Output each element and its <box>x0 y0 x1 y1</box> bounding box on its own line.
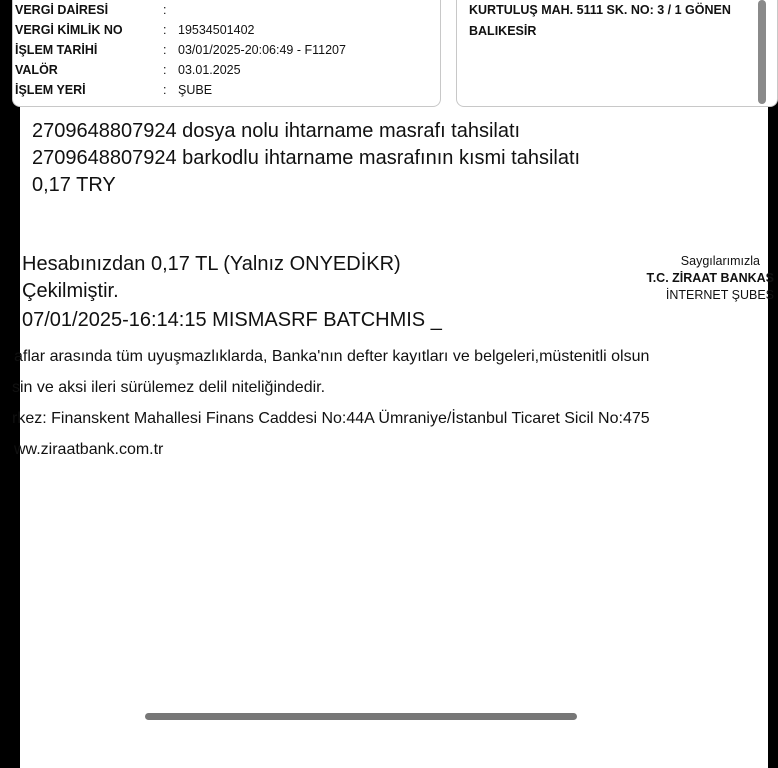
legal-note-1: aflar arasında tüm uyuşmazlıklarda, Banka'nın defter kayıtları ve belgeleri,müstenitli olsun <box>14 348 650 365</box>
legal-note-3: rkez: Finanskent Mahallesi Finans Caddesi No:44A Ümraniye/İstanbul Ticaret Sicil No:475 <box>12 410 650 427</box>
colon: : <box>163 23 167 37</box>
tax-id-value: 19534501402 <box>178 23 255 37</box>
signature-bank-name: T.C. ZİRAAT BANKAS <box>646 271 774 285</box>
vertical-scrollbar[interactable] <box>758 0 766 104</box>
transaction-date-value: 03/01/2025-20:06:49 - F11207 <box>178 43 346 57</box>
colon: : <box>163 43 167 57</box>
colon: : <box>163 63 167 77</box>
website-link[interactable]: ww.ziraatbank.com.tr <box>14 441 164 458</box>
transaction-date-label: İŞLEM TARİHİ <box>15 43 98 57</box>
colon: : <box>163 83 167 97</box>
withdrawal-line-2: Çekilmiştir. <box>22 280 119 302</box>
amount-text: 0,17 TRY <box>32 174 116 196</box>
value-date-value: 03.01.2025 <box>178 63 241 77</box>
withdrawal-timestamp: 07/01/2025-16:14:15 MISMASRF BATCHMIS _ <box>22 309 442 331</box>
horizontal-scrollbar[interactable] <box>145 713 577 720</box>
value-date-label: VALÖR <box>15 63 58 77</box>
description-line-1: 2709648807924 dosya nolu ihtarname masrafı tahsilatı <box>32 120 521 142</box>
tax-info-box <box>12 0 441 107</box>
transaction-place-label: İŞLEM YERİ <box>15 83 86 97</box>
withdrawal-line-1: Hesabınızdan 0,17 TL (Yalnız ONYEDİKR) <box>22 253 401 275</box>
legal-note-2: sin ve aksi ileri sürülemez delil niteliğindedir. <box>12 379 326 396</box>
signature-branch: İNTERNET ŞUBES <box>665 288 774 302</box>
receipt-document <box>12 0 774 768</box>
address-line-1: KURTULUŞ MAH. 5111 SK. NO: 3 / 1 GÖNEN <box>469 3 731 17</box>
address-box <box>456 0 778 107</box>
signature-greeting: Saygılarımızla <box>680 254 760 268</box>
tax-id-label: VERGİ KİMLİK NO <box>15 23 123 37</box>
tax-office-label: VERGİ DAİRESİ <box>15 3 109 17</box>
address-line-2: BALIKESİR <box>469 24 537 38</box>
transaction-place-value: ŞUBE <box>178 83 213 97</box>
description-line-2: 2709648807924 barkodlu ihtarname masrafının kısmi tahsilatı <box>32 147 581 169</box>
colon: : <box>163 3 167 17</box>
